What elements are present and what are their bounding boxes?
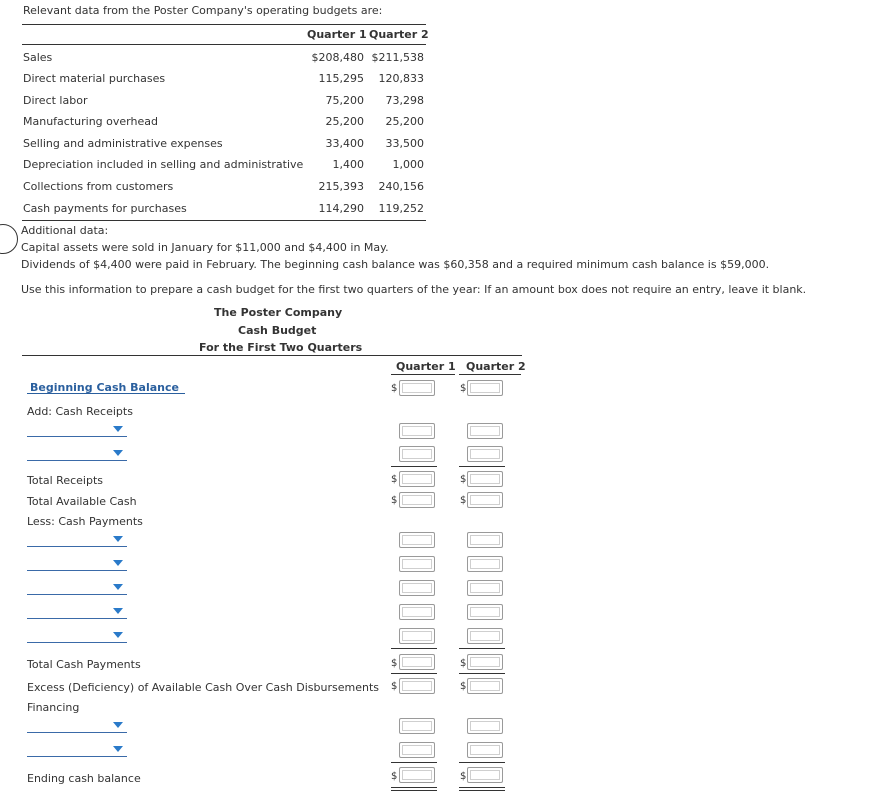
chevron-down-icon — [113, 426, 123, 432]
ending-q2-input[interactable] — [467, 767, 503, 783]
row-q2: 1,000 — [392, 158, 424, 171]
payment-5-q2-input[interactable] — [467, 628, 503, 644]
additional-heading: Additional data: — [21, 224, 109, 237]
excess-label: Excess (Deficiency) of Available Cash Over Cash Disbursements — [27, 681, 379, 694]
payment-1-q1-input[interactable] — [399, 532, 435, 548]
row-q1: 75,200 — [325, 94, 364, 107]
subtotal-rule — [459, 466, 505, 467]
subtotal-rule — [459, 762, 505, 763]
budget-title: Cash Budget — [238, 324, 317, 337]
row-q1: 25,200 — [325, 115, 364, 128]
currency-symbol: $ — [460, 681, 467, 692]
row-q2: 240,156 — [378, 180, 424, 193]
ref-col-quarter-1: Quarter 1 — [307, 28, 367, 41]
total-payments-q1-input[interactable] — [399, 654, 435, 670]
beginning-q1-input[interactable] — [399, 380, 435, 396]
currency-symbol: $ — [391, 383, 398, 394]
table-top-rule — [22, 24, 426, 25]
ending-q1-input[interactable] — [399, 767, 435, 783]
row-label: Direct labor — [23, 94, 88, 107]
receipt-1-q2-input[interactable] — [467, 423, 503, 439]
receipt-1-q1-input[interactable] — [399, 423, 435, 439]
step-marker-icon — [0, 224, 18, 254]
row-q2: $211,538 — [371, 51, 424, 64]
financing-label: Financing — [27, 701, 80, 714]
budget-col-quarter-1: Quarter 1 — [396, 360, 456, 373]
total-available-q1-input[interactable] — [399, 492, 435, 508]
currency-symbol: $ — [460, 474, 467, 485]
currency-symbol: $ — [391, 658, 398, 669]
total-double-rule — [391, 787, 437, 791]
receipt-2-q2-input[interactable] — [467, 446, 503, 462]
payment-select-2[interactable] — [27, 556, 127, 571]
additional-line-1: Capital assets were sold in January for $11,000 and $4,400 in May. — [21, 241, 389, 254]
payment-select-1[interactable] — [27, 532, 127, 547]
chevron-down-icon — [113, 536, 123, 542]
subtotal-rule — [459, 648, 505, 649]
instruction-text: Use this information to prepare a cash budget for the first two quarters of the year: If an amount box does not require an entry, leave it blank. — [21, 283, 807, 296]
financing-select-2[interactable] — [27, 742, 127, 757]
table-bottom-rule — [22, 220, 426, 221]
receipt-select-2[interactable] — [27, 446, 127, 461]
payment-3-q1-input[interactable] — [399, 580, 435, 596]
total-receipts-label: Total Receipts — [27, 474, 104, 487]
table-header-rule — [22, 44, 426, 45]
add-receipts-label: Add: Cash Receipts — [27, 405, 133, 418]
payment-select-4[interactable] — [27, 604, 127, 619]
subtotal-rule — [391, 762, 437, 763]
additional-line-2: Dividends of $4,400 were paid in February. The beginning cash balance was $60,358 and a required minimum cash balance is $59,000. — [21, 258, 770, 271]
currency-symbol: $ — [460, 383, 467, 394]
subtotal-rule — [391, 648, 437, 649]
currency-symbol: $ — [460, 495, 467, 506]
budget-col-quarter-2: Quarter 2 — [466, 360, 526, 373]
ref-col-quarter-2: Quarter 2 — [369, 28, 429, 41]
excess-q2-input[interactable] — [467, 678, 503, 694]
currency-symbol: $ — [391, 681, 398, 692]
row-q2: 33,500 — [385, 137, 424, 150]
subtotal-rule — [459, 673, 505, 674]
excess-q1-input[interactable] — [399, 678, 435, 694]
row-q1: 215,393 — [318, 180, 364, 193]
chevron-down-icon — [113, 746, 123, 752]
financing-1-q2-input[interactable] — [467, 718, 503, 734]
chevron-down-icon — [113, 632, 123, 638]
row-label: Selling and administrative expenses — [23, 137, 223, 150]
payment-select-5[interactable] — [27, 628, 127, 643]
payment-3-q2-input[interactable] — [467, 580, 503, 596]
beginning-q2-input[interactable] — [467, 380, 503, 396]
less-payments-label: Less: Cash Payments — [27, 515, 143, 528]
currency-symbol: $ — [391, 495, 398, 506]
payment-5-q1-input[interactable] — [399, 628, 435, 644]
total-payments-q2-input[interactable] — [467, 654, 503, 670]
currency-symbol: $ — [391, 474, 398, 485]
receipt-select-1[interactable] — [27, 422, 127, 437]
row-label: Direct material purchases — [23, 72, 166, 85]
payment-4-q1-input[interactable] — [399, 604, 435, 620]
intro-text: Relevant data from the Poster Company's operating budgets are: — [23, 4, 383, 17]
row-label: Manufacturing overhead — [23, 115, 158, 128]
row-q2: 119,252 — [378, 202, 424, 215]
row-label: Cash payments for purchases — [23, 202, 187, 215]
beginning-label-underline — [27, 393, 185, 394]
chevron-down-icon — [113, 450, 123, 456]
row-label: Collections from customers — [23, 180, 174, 193]
row-label: Sales — [23, 51, 53, 64]
currency-symbol: $ — [460, 771, 467, 782]
financing-1-q1-input[interactable] — [399, 718, 435, 734]
budget-period: For the First Two Quarters — [199, 341, 363, 354]
financing-select-1[interactable] — [27, 718, 127, 733]
financing-2-q1-input[interactable] — [399, 742, 435, 758]
row-q2: 73,298 — [385, 94, 424, 107]
row-q1: 33,400 — [325, 137, 364, 150]
row-q2: 120,833 — [378, 72, 424, 85]
row-q1: 115,295 — [318, 72, 364, 85]
row-q1: 114,290 — [318, 202, 364, 215]
financing-2-q2-input[interactable] — [467, 742, 503, 758]
payment-2-q1-input[interactable] — [399, 556, 435, 572]
subtotal-rule — [391, 466, 437, 467]
budget-top-rule — [22, 355, 522, 356]
total-receipts-q1-input[interactable] — [399, 471, 435, 487]
total-receipts-q2-input[interactable] — [467, 471, 503, 487]
beginning-cash-label: Beginning Cash Balance — [30, 381, 179, 394]
total-available-label: Total Available Cash — [27, 495, 137, 508]
subtotal-rule — [391, 673, 437, 674]
row-q2: 25,200 — [385, 115, 424, 128]
payment-4-q2-input[interactable] — [467, 604, 503, 620]
col2-header-rule — [459, 374, 521, 375]
receipt-2-q1-input[interactable] — [399, 446, 435, 462]
budget-company: The Poster Company — [214, 306, 343, 319]
chevron-down-icon — [113, 722, 123, 728]
currency-symbol: $ — [460, 658, 467, 669]
total-double-rule — [459, 787, 505, 791]
row-q1: $208,480 — [311, 51, 364, 64]
payment-select-3[interactable] — [27, 580, 127, 595]
total-available-q2-input[interactable] — [467, 492, 503, 508]
chevron-down-icon — [113, 584, 123, 590]
chevron-down-icon — [113, 560, 123, 566]
ending-balance-label: Ending cash balance — [27, 772, 141, 785]
col1-header-rule — [391, 374, 455, 375]
chevron-down-icon — [113, 608, 123, 614]
currency-symbol: $ — [391, 771, 398, 782]
row-q1: 1,400 — [332, 158, 364, 171]
row-label: Depreciation included in selling and administrative — [23, 158, 304, 171]
payment-1-q2-input[interactable] — [467, 532, 503, 548]
payment-2-q2-input[interactable] — [467, 556, 503, 572]
total-payments-label: Total Cash Payments — [27, 658, 141, 671]
